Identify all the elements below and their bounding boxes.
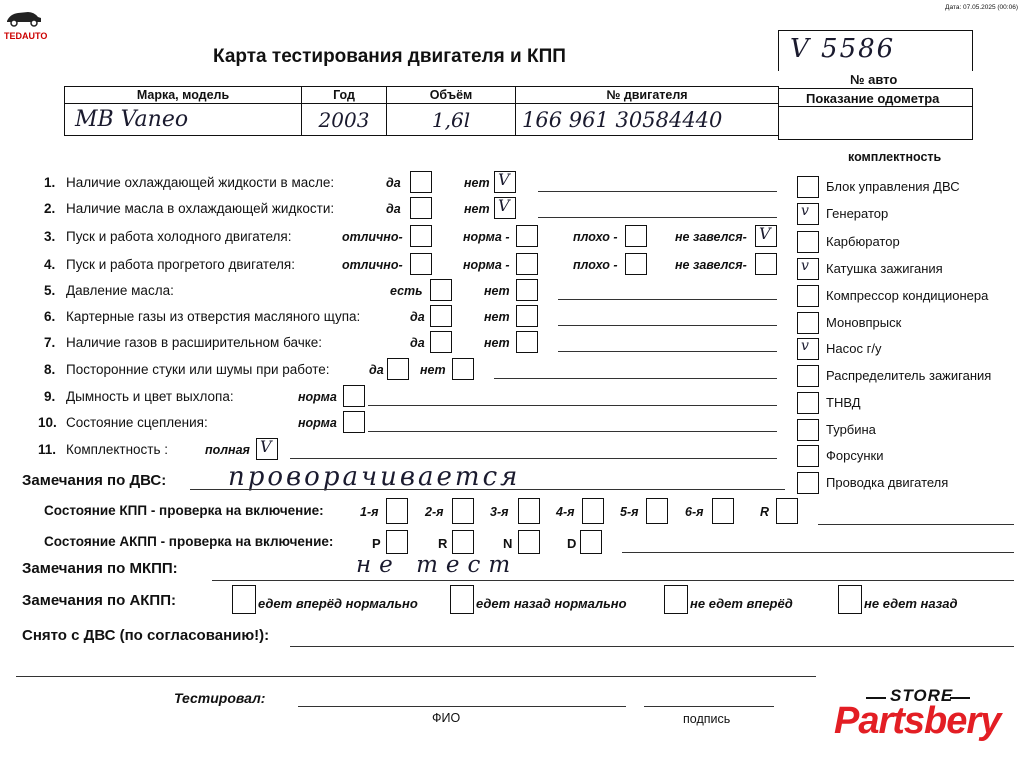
removed-label: Снято с ДВС (по согласованию!): [22,627,270,644]
option-label: отлично- [342,230,403,244]
col-volume-header: Объём [387,87,516,104]
option-checkbox[interactable] [516,253,538,275]
signature-label: подпись [683,712,731,726]
completeness-checkbox[interactable] [797,176,819,198]
checklist-number: 6. [44,309,56,324]
option-label: нет [484,336,510,350]
odometer-label: Показание одометра [806,91,940,106]
logo-store-text: STORE [890,686,954,705]
checklist-number: 4. [44,257,56,272]
option-label: да [410,336,425,350]
option-label: да [410,310,425,324]
gear-checkbox[interactable] [776,498,798,524]
checklist-label: Наличие масла в охлаждающей жидкости: [66,201,335,216]
option-label: не завелся- [675,230,747,244]
gear-checkbox[interactable] [452,498,474,524]
option-label: да [386,202,401,216]
option-label: норма - [463,230,510,244]
checkmark-icon: V [260,437,272,456]
checklist-label: Пуск и работа прогретого двигателя: [66,257,295,272]
completeness-item-label: Блок управления ДВС [826,179,960,194]
option-checkbox[interactable] [343,411,365,433]
completeness-item-label: Катушка зажигания [826,261,943,276]
completeness-item-label: Насос г/у [826,341,882,356]
checklist-label: Давление масла: [66,283,174,298]
volume-value: 1,6l [387,104,516,136]
option-checkbox[interactable] [430,331,452,353]
akpp-remark-label: едет назад нормально [476,596,627,611]
checklist-number: 3. [44,229,56,244]
akpp-remark-label: не едет вперёд [690,596,793,611]
car-logo-icon [4,6,44,28]
kpp-state-label: Состояние КПП - проверка на включение: [44,503,324,518]
checklist-label: Наличие охлаждающей жидкости в масле: [66,175,335,190]
gear-label: D [567,536,577,551]
page-title: Карта тестирования двигателя и КПП [213,46,566,67]
year-value: 2003 [302,104,387,136]
checklist-number: 5. [44,283,56,298]
option-label: да [369,363,384,377]
akpp-remark-checkbox[interactable] [232,585,256,614]
completeness-item-label: Генератор [826,206,889,221]
checklist-label: Состояние сцепления: [66,415,208,430]
completeness-checkbox[interactable] [797,203,819,225]
completeness-title: комплектность [848,150,942,164]
akpp-remark-label: едет вперёд нормально [258,596,418,611]
gear-label: N [503,536,513,551]
option-label: есть [390,284,423,298]
tester-label: Тестировал: [174,690,266,706]
gear-checkbox[interactable] [646,498,668,524]
option-checkbox[interactable] [755,253,777,275]
completeness-item-label: Распределитель зажигания [826,368,992,383]
option-checkbox[interactable] [387,358,409,380]
option-checkbox[interactable] [625,225,647,247]
checklist-number: 10. [38,415,57,430]
option-label: нет [484,310,510,324]
option-checkbox[interactable] [516,279,538,301]
checklist-label: Комплектность : [66,442,169,457]
option-label: нет [420,363,446,377]
checklist-number: 7. [44,335,56,350]
checkmark-icon: V [498,196,510,215]
completeness-checkbox[interactable] [797,419,819,441]
checkmark-icon: V [759,224,771,243]
akpp-remark-checkbox[interactable] [664,585,688,614]
mkpp-remarks-handwritten: не тест [356,552,519,578]
option-label: плохо - [573,258,618,272]
option-checkbox[interactable] [410,197,432,219]
completeness-checkbox[interactable] [797,472,819,494]
option-label: не завелся- [675,258,747,272]
car-number-label: № авто [850,72,898,87]
option-label: норма [298,416,337,430]
completeness-item-label: Проводка двигателя [826,475,949,490]
engine-number-value: 166 961 30584440 [516,104,779,136]
logo [4,6,48,41]
checklist-number: 9. [44,389,56,404]
akpp-remark-label: не едет назад [864,596,958,611]
option-checkbox[interactable] [625,253,647,275]
checkmark-icon: v [801,258,809,274]
completeness-checkbox[interactable] [797,231,819,253]
option-checkbox[interactable] [410,225,432,247]
akpp-remarks-label: Замечания по АКПП: [22,592,176,609]
option-checkbox[interactable] [516,305,538,327]
engine-remarks-label: Замечания по ДВС: [22,472,167,489]
checklist-label: Картерные газы из отверстия масляного щупа: [66,309,361,324]
gear-checkbox[interactable] [518,498,540,524]
model-value: MB Vaneo [65,104,302,136]
checklist-number: 1. [44,175,56,190]
option-label: нет [464,176,490,190]
car-details-table [64,86,779,136]
col-engine-header: № двигателя [516,87,779,104]
gear-checkbox[interactable] [582,498,604,524]
completeness-item-label: Моновпрыск [826,315,902,330]
option-label: да [386,176,401,190]
option-label: полная [205,443,250,457]
completeness-checkbox[interactable] [797,338,819,360]
gear-label: 5-я [620,505,639,519]
option-checkbox[interactable] [410,253,432,275]
logo-brand-text: Partsbery [834,700,1001,742]
completeness-item-label: Карбюратор [826,234,900,249]
fio-label: ФИО [432,711,461,725]
option-checkbox[interactable] [430,305,452,327]
col-year-header: Год [302,87,387,104]
checklist-number: 2. [44,201,56,216]
gear-label: 3-я [490,505,509,519]
option-checkbox[interactable] [494,197,516,219]
completeness-checkbox[interactable] [797,285,819,307]
checkmark-icon: v [801,338,809,354]
gear-label: R [438,536,448,551]
completeness-item-label: Турбина [826,422,876,437]
completeness-checkbox[interactable] [797,258,819,280]
option-label: норма - [463,258,510,272]
partsbery-logo [826,684,1016,764]
option-label: нет [464,202,490,216]
checklist-label: Наличие газов в расширительном бачке: [66,335,323,350]
completeness-checkbox[interactable] [797,445,819,467]
completeness-item-label: Компрессор кондиционера [826,288,989,303]
option-label: отлично- [342,258,403,272]
gear-checkbox[interactable] [386,530,408,554]
date-label: Дата: 07.05.2025 (00:06) [945,4,1018,11]
option-checkbox[interactable] [343,385,365,407]
option-label: норма [298,390,337,404]
gear-label: 2-я [425,505,444,519]
akpp-remark-checkbox[interactable] [450,585,474,614]
option-label: плохо - [573,230,618,244]
gear-checkbox[interactable] [518,530,540,554]
completeness-item-label: Форсунки [826,448,884,463]
car-info-box [778,30,973,140]
akpp-state-label: Состояние АКПП - проверка на включение: [44,534,334,549]
gear-label: 1-я [360,505,379,519]
option-checkbox[interactable] [494,171,516,193]
gear-label: 4-я [556,505,575,519]
checklist-number: 11. [38,442,57,457]
akpp-remark-checkbox[interactable] [838,585,862,614]
option-checkbox[interactable] [452,358,474,380]
option-checkbox[interactable] [755,225,777,247]
checkmark-icon: v [801,203,809,219]
gear-checkbox[interactable] [712,498,734,524]
option-checkbox[interactable] [256,438,278,460]
gear-checkbox[interactable] [452,530,474,554]
checkmark-icon: V [498,170,510,189]
option-checkbox[interactable] [516,225,538,247]
option-label: нет [484,284,510,298]
option-checkbox[interactable] [430,279,452,301]
gear-label: R [760,505,770,519]
gear-label: 6-я [685,505,704,519]
option-checkbox[interactable] [516,331,538,353]
gear-label: P [372,536,381,551]
checklist-label: Посторонние стуки или шумы при работе: [66,362,330,377]
checklist-label: Дымность и цвет выхлопа: [66,389,234,404]
logo-text: TEDAUTO [4,31,48,41]
col-model-header: Марка, модель [65,87,302,104]
option-checkbox[interactable] [410,171,432,193]
checklist-label: Пуск и работа холодного двигателя: [66,229,292,244]
completeness-checkbox[interactable] [797,312,819,334]
gear-checkbox[interactable] [580,530,602,554]
mkpp-remarks-label: Замечания по МКПП: [22,560,178,577]
engine-remarks-handwritten: проворачивается [228,462,521,492]
car-number-handwritten: V 5586 [790,34,896,64]
gear-checkbox[interactable] [386,498,408,524]
completeness-item-label: ТНВД [826,395,861,410]
completeness-checkbox[interactable] [797,365,819,387]
checklist-number: 8. [44,362,56,377]
completeness-checkbox[interactable] [797,392,819,414]
